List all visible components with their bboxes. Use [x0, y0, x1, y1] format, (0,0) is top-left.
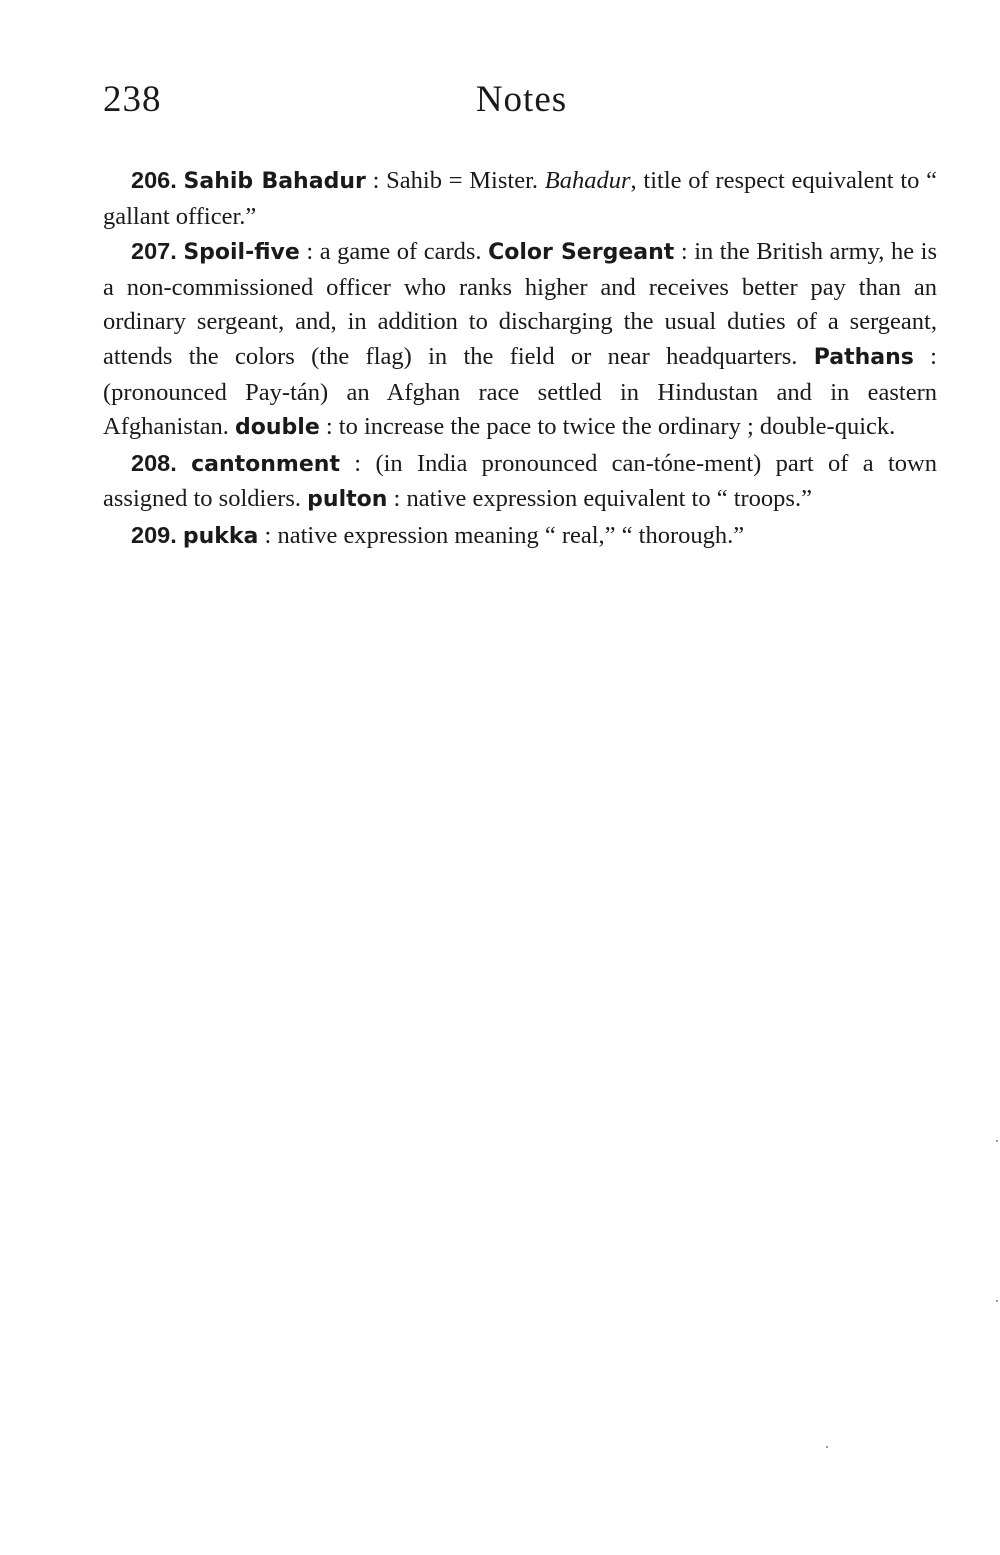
note-number: 208. [131, 449, 177, 476]
note-text: : native expression meaning “ real,” “ thorough.” [258, 521, 745, 549]
note-term: Spoil-five [183, 240, 300, 266]
note-208 [103, 446, 937, 518]
page-number: 238 [103, 79, 162, 120]
print-speck [826, 1446, 828, 1448]
note-text: : in the British army, he is a non-commissioned officer who ranks higher and receives better pay than an ordinary sergeant, and, in addition to discharging the usual duties of a sergeant, attends the colors (the flag) in the field or near headquarters. [103, 238, 938, 370]
note-number: 207. [131, 238, 177, 265]
note-term: Pathans [813, 344, 914, 370]
note-text: : a game of cards. [299, 238, 489, 266]
note-term: pukka [182, 523, 259, 549]
note-number: 209. [131, 521, 177, 548]
note-209 [103, 518, 937, 555]
note-term: cantonment [191, 451, 340, 477]
note-term: pulton [307, 487, 388, 513]
note-term: Color Sergeant [488, 240, 675, 266]
note-italic-term: Bahadur [544, 167, 631, 194]
print-speck [996, 1300, 998, 1302]
note-206 [103, 163, 937, 234]
note-text: : to increase the pace to twice the ordinary ; double-quick. [319, 413, 896, 441]
note-term: double [235, 415, 320, 441]
notes-body [103, 163, 937, 555]
note-term: Sahib Bahadur [183, 169, 366, 194]
note-207 [103, 234, 937, 446]
note-text: : native expression equivalent to “ troops.” [387, 485, 812, 513]
page-title: Notes [475, 79, 568, 120]
note-text: : Sahib = Mister. [365, 167, 545, 194]
running-head [103, 78, 940, 128]
note-number: 206. [131, 167, 177, 193]
note-text: : (pronounced Pay-tán) an Afghan race settled in Hindustan and in eastern Afghanistan. [103, 342, 937, 441]
print-speck [996, 1140, 998, 1142]
note-text: , title of respect equivalent to “ gallant officer.” [103, 167, 938, 230]
note-text: : (in India pronounced can-tóne-ment) part of a town assigned to soldiers. [103, 449, 938, 513]
